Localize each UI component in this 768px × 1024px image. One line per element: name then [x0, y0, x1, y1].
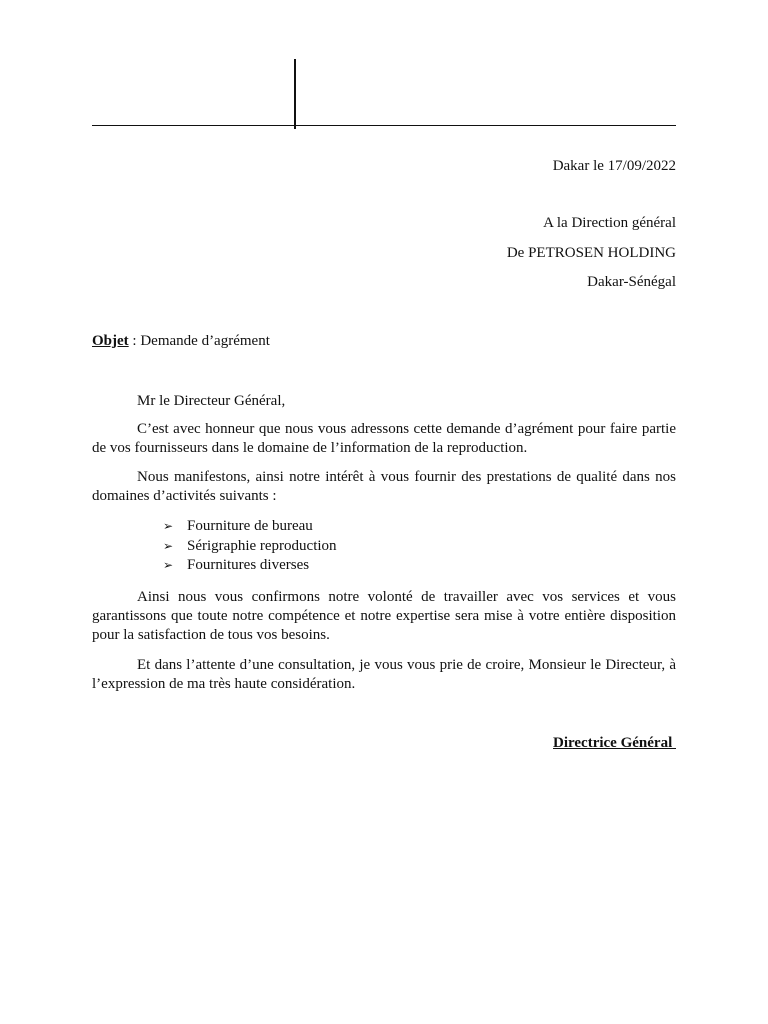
object-line — [92, 332, 270, 350]
paragraph-closing: Et dans l’attente d’une consultation, je vous vous prie de croire, Monsieur le Directeur, à l’expression de ma très haute considération. — [92, 657, 676, 692]
arrowhead-bullet-icon: ➢ — [163, 558, 174, 572]
paragraph-activities-intro: Nous manifestons, ainsi notre intérêt à vous fournir des prestations de qualité dans nos domaines d’activités suivants : — [92, 469, 676, 504]
activities-list — [163, 517, 337, 576]
date-line: Dakar le 17/09/2022 — [552, 158, 676, 174]
list-item-label: Sérigraphie reproduction — [187, 537, 337, 554]
recipient-line-2: De PETROSEN HOLDING — [506, 245, 676, 261]
arrowhead-bullet-icon: ➢ — [163, 538, 174, 553]
header-horizontal-rule — [92, 125, 676, 126]
object-label: Objet — [92, 333, 129, 349]
salutation: Mr le Directeur Général, — [137, 393, 286, 409]
header-vertical-bar — [294, 59, 296, 129]
recipient-line-3: Dakar-Sénégal — [587, 274, 676, 290]
arrowhead-bullet-icon: ➢ — [163, 519, 174, 533]
list-item — [163, 517, 337, 537]
paragraph-commitment: Ainsi nous vous confirmons notre volonté de travailler avec vos services et vous garantissons que toute notre compétence et notre expertise sera mise à votre entière disposition pour la satisfaction de tous vos besoins. — [92, 589, 676, 643]
paragraph-intro: C’est avec honneur que nous vous adressons cette demande d’agrément pour faire partie de vos fournisseurs dans le domaine de l’information de la reproduction. — [92, 421, 676, 456]
list-item — [163, 556, 337, 576]
recipient-line-1: A la Direction général — [543, 215, 676, 231]
signature-title: Directrice Général — [553, 735, 676, 751]
list-item-label: Fourniture de bureau — [187, 518, 313, 534]
object-separator: : — [128, 333, 141, 349]
list-item — [163, 537, 337, 557]
list-item-label: Fournitures diverses — [187, 557, 310, 573]
object-text: Demande d’agrément — [140, 333, 270, 349]
